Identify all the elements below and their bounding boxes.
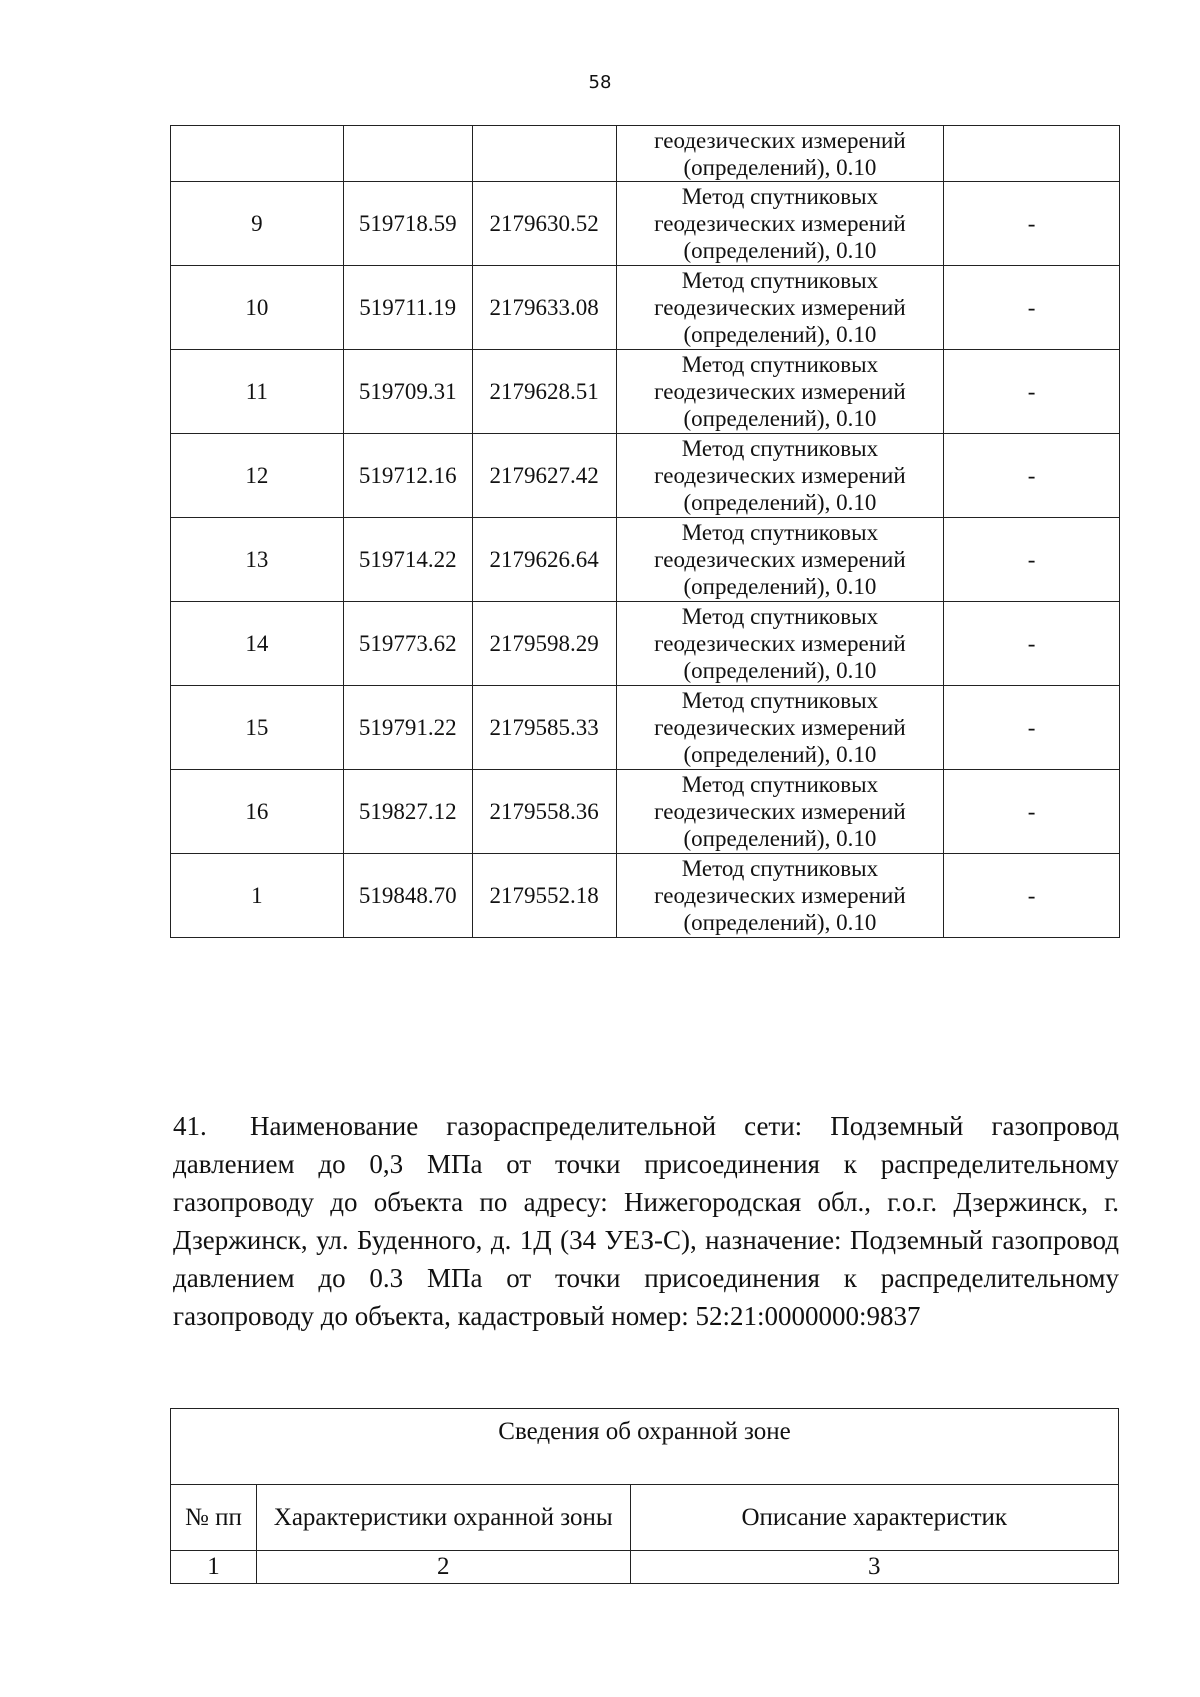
method-cell: [616, 182, 944, 266]
extra-cell: -: [944, 350, 1120, 434]
header-description: Описание характеристик: [630, 1485, 1118, 1551]
point-cell: 11: [171, 350, 344, 434]
method-line: (определений), 0.10: [683, 910, 877, 935]
x-cell: 519714.22: [343, 518, 472, 602]
method-line: Метод спутниковых: [681, 604, 879, 629]
x-cell: 519709.31: [343, 350, 472, 434]
x-cell: 519848.70: [343, 854, 472, 938]
y-cell: 2179630.52: [472, 182, 616, 266]
point-cell: [171, 126, 344, 182]
page-number: 58: [588, 72, 612, 93]
x-cell: 519773.62: [343, 602, 472, 686]
method-line: геодезических измерений: [654, 127, 906, 153]
method-cell: [616, 686, 944, 770]
point-cell: 15: [171, 686, 344, 770]
table-row: [171, 770, 1120, 854]
x-cell: [343, 126, 472, 182]
extra-cell: -: [944, 182, 1120, 266]
point-cell: 14: [171, 602, 344, 686]
method-cell: [616, 350, 944, 434]
y-cell: 2179633.08: [472, 266, 616, 350]
extra-cell: -: [944, 854, 1120, 938]
method-line: геодезических измерений: [654, 547, 906, 572]
method-cell: [616, 266, 944, 350]
header-characteristics: Характеристики охранной зоны: [256, 1485, 630, 1551]
point-cell: 1: [171, 854, 344, 938]
method-cell: [616, 434, 944, 518]
header-number: № пп: [171, 1485, 257, 1551]
y-cell: 2179585.33: [472, 686, 616, 770]
method-line: (определений), 0.10: [683, 238, 877, 263]
table-row: [171, 602, 1120, 686]
method-line: геодезических измерений: [654, 883, 906, 908]
method-line: геодезических измерений: [654, 715, 906, 740]
zone-table-title: Сведения об охранной зоне: [171, 1409, 1119, 1485]
method-cell: [616, 602, 944, 686]
method-line: (определений), 0.10: [683, 406, 877, 431]
index-cell: 2: [256, 1551, 630, 1584]
method-cell: [616, 854, 944, 938]
x-cell: 519718.59: [343, 182, 472, 266]
extra-cell: -: [944, 686, 1120, 770]
method-line: (определений), 0.10: [683, 574, 877, 599]
extra-cell: -: [944, 434, 1120, 518]
extra-cell: -: [944, 266, 1120, 350]
continuation-row: [171, 126, 1120, 182]
index-cell: 1: [171, 1551, 257, 1584]
method-line: (определений), 0.10: [683, 826, 877, 851]
y-cell: 2179598.29: [472, 602, 616, 686]
table-row: [171, 686, 1120, 770]
section-number: 41.: [173, 1111, 207, 1141]
coordinates-table: [170, 125, 1120, 938]
y-cell: 2179627.42: [472, 434, 616, 518]
section-41-paragraph: [173, 1107, 1119, 1335]
y-cell: 2179626.64: [472, 518, 616, 602]
x-cell: 519791.22: [343, 686, 472, 770]
index-cell: 3: [630, 1551, 1118, 1584]
method-line: Метод спутниковых: [681, 688, 879, 713]
extra-cell: -: [944, 770, 1120, 854]
method-line: (определений), 0.10: [683, 322, 877, 347]
point-cell: 9: [171, 182, 344, 266]
method-line: Метод спутниковых: [681, 520, 879, 545]
y-cell: 2179558.36: [472, 770, 616, 854]
extra-cell: -: [944, 518, 1120, 602]
table-row: [171, 266, 1120, 350]
table-row: [171, 434, 1120, 518]
y-cell: [472, 126, 616, 182]
point-cell: 16: [171, 770, 344, 854]
extra-cell: [944, 126, 1120, 182]
point-cell: 13: [171, 518, 344, 602]
method-line: Метод спутниковых: [681, 772, 879, 797]
method-line: геодезических измерений: [654, 211, 906, 236]
table-row: [171, 182, 1120, 266]
method-line: геодезических измерений: [654, 295, 906, 320]
protection-zone-table: [170, 1408, 1119, 1584]
method-cell: [616, 126, 944, 182]
method-line: (определений), 0.10: [683, 742, 877, 767]
table-row: [171, 518, 1120, 602]
method-line: геодезических измерений: [654, 463, 906, 488]
method-line: Метод спутниковых: [681, 184, 879, 209]
method-line: Метод спутниковых: [681, 352, 879, 377]
method-line: (определений), 0.10: [683, 490, 877, 515]
method-line: геодезических измерений: [654, 379, 906, 404]
x-cell: 519712.16: [343, 434, 472, 518]
x-cell: 519827.12: [343, 770, 472, 854]
method-line: Метод спутниковых: [681, 436, 879, 461]
table-row: [171, 350, 1120, 434]
method-cell: [616, 770, 944, 854]
x-cell: 519711.19: [343, 266, 472, 350]
section-text: Наименование газораспределительной сети: Подземный газопровод давлением до 0,3 МПа от точки присоединения к распределительному газопроводу до объекта по адресу: Нижегородская обл., г.о.г. Дзержинск, г. Дзержинск, ул. Буденного, д. 1Д (34 УЕЗ-С), назначение: Подземный газопровод давлением до 0.3 МПа от точки присоединения к распределительному газопроводу до объекта, кадастровый номер: 52:21:0000000:9837: [173, 1111, 1119, 1331]
point-cell: 10: [171, 266, 344, 350]
method-line: геодезических измерений: [654, 799, 906, 824]
point-cell: 12: [171, 434, 344, 518]
method-line: (определений), 0.10: [683, 154, 877, 180]
method-line: (определений), 0.10: [683, 658, 877, 683]
method-line: Метод спутниковых: [681, 268, 879, 293]
method-line: геодезических измерений: [654, 631, 906, 656]
method-cell: [616, 518, 944, 602]
y-cell: 2179552.18: [472, 854, 616, 938]
extra-cell: -: [944, 602, 1120, 686]
method-line: Метод спутниковых: [681, 856, 879, 881]
table-row: [171, 854, 1120, 938]
y-cell: 2179628.51: [472, 350, 616, 434]
